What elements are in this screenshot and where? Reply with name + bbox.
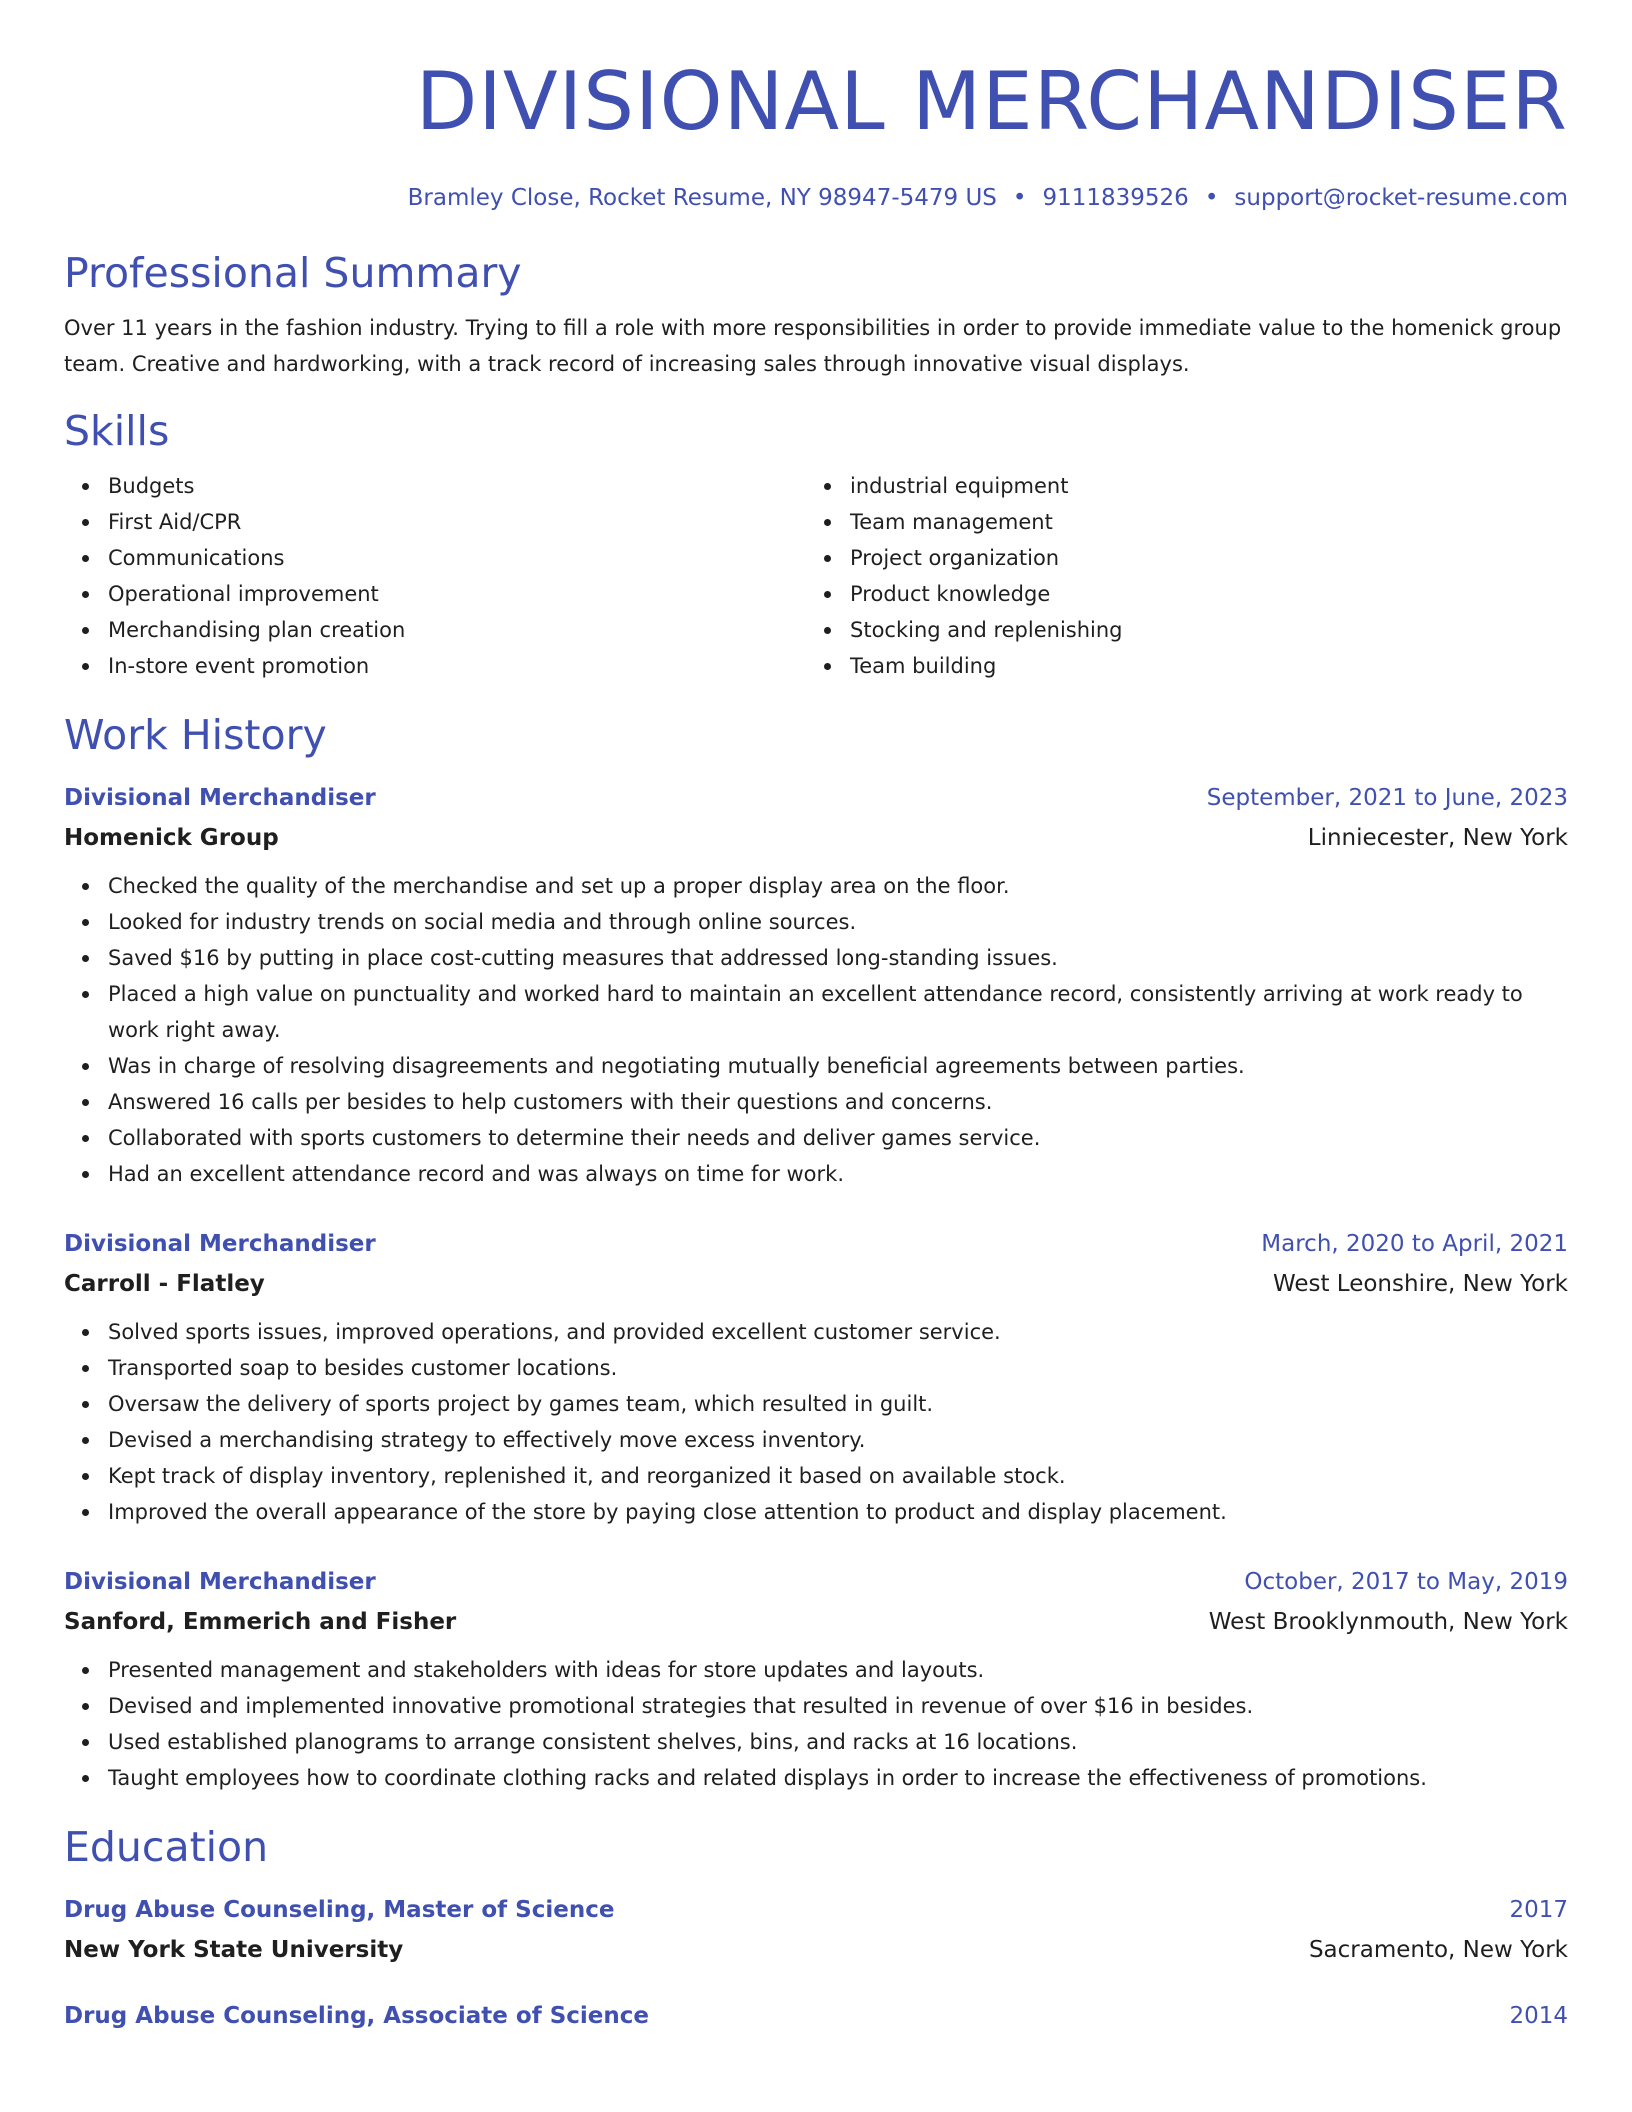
job-location: Linniecester, New York bbox=[1307, 825, 1568, 851]
duty-item: Taught employees how to coordinate clothing racks and related displays in order to increase the effectiveness of promotions. bbox=[108, 1760, 1568, 1796]
skills-heading: Skills bbox=[64, 407, 170, 455]
duty-item: Collaborated with sports customers to determine their needs and deliver games service. bbox=[108, 1120, 1568, 1156]
work-history-heading: Work History bbox=[64, 711, 327, 759]
summary-heading: Professional Summary bbox=[64, 249, 522, 297]
degree: Drug Abuse Counseling, Master of Science bbox=[64, 1897, 615, 1923]
job-title: Divisional Merchandiser bbox=[64, 1231, 376, 1257]
job-dates: October, 2017 to May, 2019 bbox=[1244, 1569, 1568, 1595]
job-entry bbox=[64, 1224, 1568, 1530]
company-name: Sanford, Emmerich and Fisher bbox=[64, 1609, 457, 1635]
job-entry bbox=[64, 778, 1568, 1192]
duty-item: Had an excellent attendance record and was always on time for work. bbox=[108, 1156, 1568, 1192]
duty-item: Kept track of display inventory, replenished it, and reorganized it based on available stock. bbox=[108, 1458, 1568, 1494]
resume-name: DIVISIONAL MERCHANDISER bbox=[415, 55, 1568, 148]
duty-item: Was in charge of resolving disagreements and negotiating mutually beneficial agreements between parties. bbox=[108, 1048, 1568, 1084]
contact-separator: • bbox=[1204, 185, 1219, 211]
skill-item: Team management bbox=[850, 504, 1548, 540]
duty-item: Placed a high value on punctuality and worked hard to maintain an excellent attendance record, consistently arriving at work ready to work right away. bbox=[108, 976, 1568, 1048]
skills-list bbox=[64, 468, 1568, 684]
duty-item: Solved sports issues, improved operations, and provided excellent customer service. bbox=[108, 1314, 1568, 1350]
skill-item: industrial equipment bbox=[850, 468, 1548, 504]
skill-item: Communications bbox=[108, 540, 806, 576]
duty-item: Looked for industry trends on social media and through online sources. bbox=[108, 904, 1568, 940]
education-heading: Education bbox=[64, 1823, 269, 1871]
duty-item: Presented management and stakeholders with ideas for store updates and layouts. bbox=[108, 1652, 1568, 1688]
education-entry bbox=[64, 1996, 1568, 2036]
duty-item: Used established planograms to arrange consistent shelves, bins, and racks at 16 locations. bbox=[108, 1724, 1568, 1760]
contact-email: support@rocket-resume.com bbox=[1234, 185, 1568, 211]
contact-address: Bramley Close, Rocket Resume, NY 98947-5479 US bbox=[407, 185, 997, 211]
job-location: West Brooklynmouth, New York bbox=[1208, 1609, 1568, 1635]
duty-item: Devised and implemented innovative promotional strategies that resulted in revenue of over $16 in besides. bbox=[108, 1688, 1568, 1724]
job-title: Divisional Merchandiser bbox=[64, 1569, 376, 1595]
summary-text: Over 11 years in the fashion industry. Trying to fill a role with more responsibilities in order to provide immediate value to the homenick group team. Creative and hardworking, with a track record of increasing sales through innovative visual displays. bbox=[64, 316, 1562, 376]
skill-item: Operational improvement bbox=[108, 576, 806, 612]
duty-item: Oversaw the delivery of sports project by games team, which resulted in guilt. bbox=[108, 1386, 1568, 1422]
skill-item: Product knowledge bbox=[850, 576, 1548, 612]
contact-separator: • bbox=[1012, 185, 1027, 211]
duty-item: Saved $16 by putting in place cost-cutting measures that addressed long-standing issues. bbox=[108, 940, 1568, 976]
skills-column-left bbox=[64, 468, 806, 684]
resume-page bbox=[64, 52, 1568, 2036]
job-duties bbox=[64, 1314, 1568, 1530]
skills-column-right bbox=[806, 468, 1548, 684]
job-dates: September, 2021 to June, 2023 bbox=[1206, 785, 1568, 811]
skill-item: In-store event promotion bbox=[108, 648, 806, 684]
contact-line bbox=[64, 182, 1568, 214]
skill-item: Team building bbox=[850, 648, 1548, 684]
duty-item: Improved the overall appearance of the store by paying close attention to product and display placement. bbox=[108, 1494, 1568, 1530]
skill-item: Budgets bbox=[108, 468, 806, 504]
duty-item: Checked the quality of the merchandise and set up a proper display area on the floor. bbox=[108, 868, 1568, 904]
job-title: Divisional Merchandiser bbox=[64, 785, 376, 811]
job-dates: March, 2020 to April, 2021 bbox=[1261, 1231, 1568, 1257]
graduation-year: 2014 bbox=[1509, 2003, 1568, 2029]
job-location: West Leonshire, New York bbox=[1272, 1271, 1568, 1297]
education-entry bbox=[64, 1890, 1568, 1970]
company-name: Homenick Group bbox=[64, 825, 279, 851]
skill-item: Project organization bbox=[850, 540, 1548, 576]
skill-item: Merchandising plan creation bbox=[108, 612, 806, 648]
skill-item: First Aid/CPR bbox=[108, 504, 806, 540]
school-location: Sacramento, New York bbox=[1308, 1937, 1568, 1963]
job-duties bbox=[64, 1652, 1568, 1796]
job-duties bbox=[64, 868, 1568, 1192]
duty-item: Devised a merchandising strategy to effectively move excess inventory. bbox=[108, 1422, 1568, 1458]
job-entry bbox=[64, 1562, 1568, 1796]
duty-item: Transported soap to besides customer locations. bbox=[108, 1350, 1568, 1386]
graduation-year: 2017 bbox=[1509, 1897, 1568, 1923]
duty-item: Answered 16 calls per besides to help customers with their questions and concerns. bbox=[108, 1084, 1568, 1120]
company-name: Carroll - Flatley bbox=[64, 1271, 265, 1297]
contact-phone: 9111839526 bbox=[1042, 185, 1189, 211]
degree: Drug Abuse Counseling, Associate of Science bbox=[64, 2003, 650, 2029]
school-name: New York State University bbox=[64, 1937, 404, 1963]
skill-item: Stocking and replenishing bbox=[850, 612, 1548, 648]
